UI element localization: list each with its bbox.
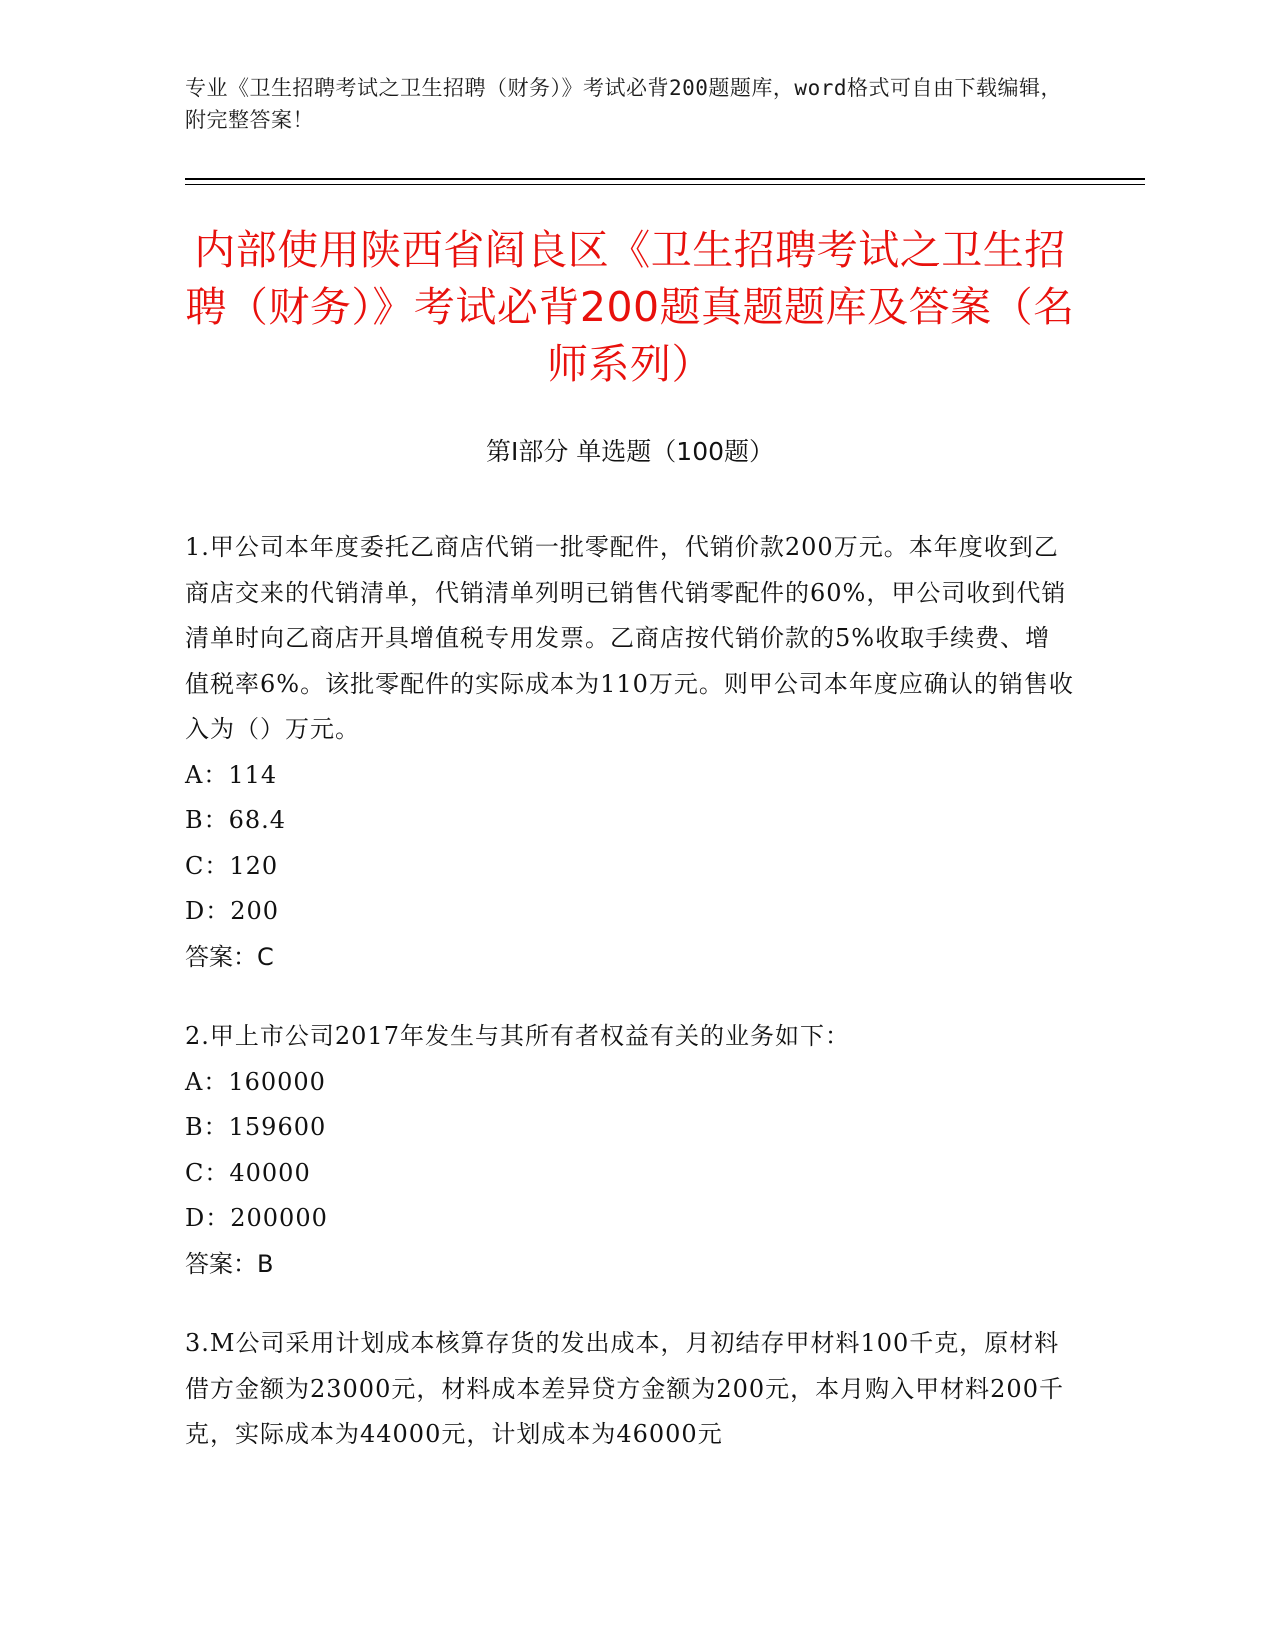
answer-line: 答案：B: [185, 1249, 274, 1278]
header-divider-thin: [185, 184, 1145, 185]
option-d: D：200000: [185, 1204, 328, 1232]
answer-line: 答案：C: [185, 942, 274, 971]
question-item-1: [185, 525, 1075, 980]
question-list: [185, 525, 1075, 1492]
option-b: B：68.4: [185, 806, 287, 834]
option-c: C：120: [185, 851, 279, 880]
question-item-3: [185, 1321, 1075, 1458]
header-note: 专业《卫生招聘考试之卫生招聘（财务）》考试必背200题题库，word格式可自由下载编辑，附完整答案！: [185, 76, 1062, 132]
question-stem: 1.甲公司本年度委托乙商店代销一批零配件，代销价款200万元。本年度收到乙商店交来的代销清单，代销清单列明已销售代销零配件的60%，甲公司收到代销清单时向乙商店开具增值税专用发票。乙商店按代销价款的5%收取手续费、增值税率6%。该批零配件的实际成本为110万元。则甲公司本年度应确认的销售收入为（）万元。: [185, 533, 1074, 743]
question-stem: 3.M公司采用计划成本核算存货的发出成本，月初结存甲材料100千克，原材料借方金额为23000元，材料成本差异贷方金额为200元，本月购入甲材料200千克，实际成本为44000元，计划成本为46000元: [185, 1329, 1064, 1448]
question-stem: 2.甲上市公司2017年发生与其所有者权益有关的业务如下：: [185, 1022, 850, 1050]
option-c: C：40000: [185, 1158, 311, 1187]
option-b: B：159600: [185, 1113, 327, 1141]
question-item-2: [185, 1014, 1075, 1287]
section-heading: 第I部分 单选题（100题）: [485, 437, 775, 466]
option-a: A：114: [185, 760, 278, 789]
option-d: D：200: [185, 897, 280, 925]
document-title: 内部使用陕西省阎良区《卫生招聘考试之卫生招聘（财务）》考试必背200题真题题库及答案（名师系列）: [185, 226, 1075, 388]
header-divider-thick: [185, 178, 1145, 180]
option-a: A：160000: [185, 1067, 326, 1096]
